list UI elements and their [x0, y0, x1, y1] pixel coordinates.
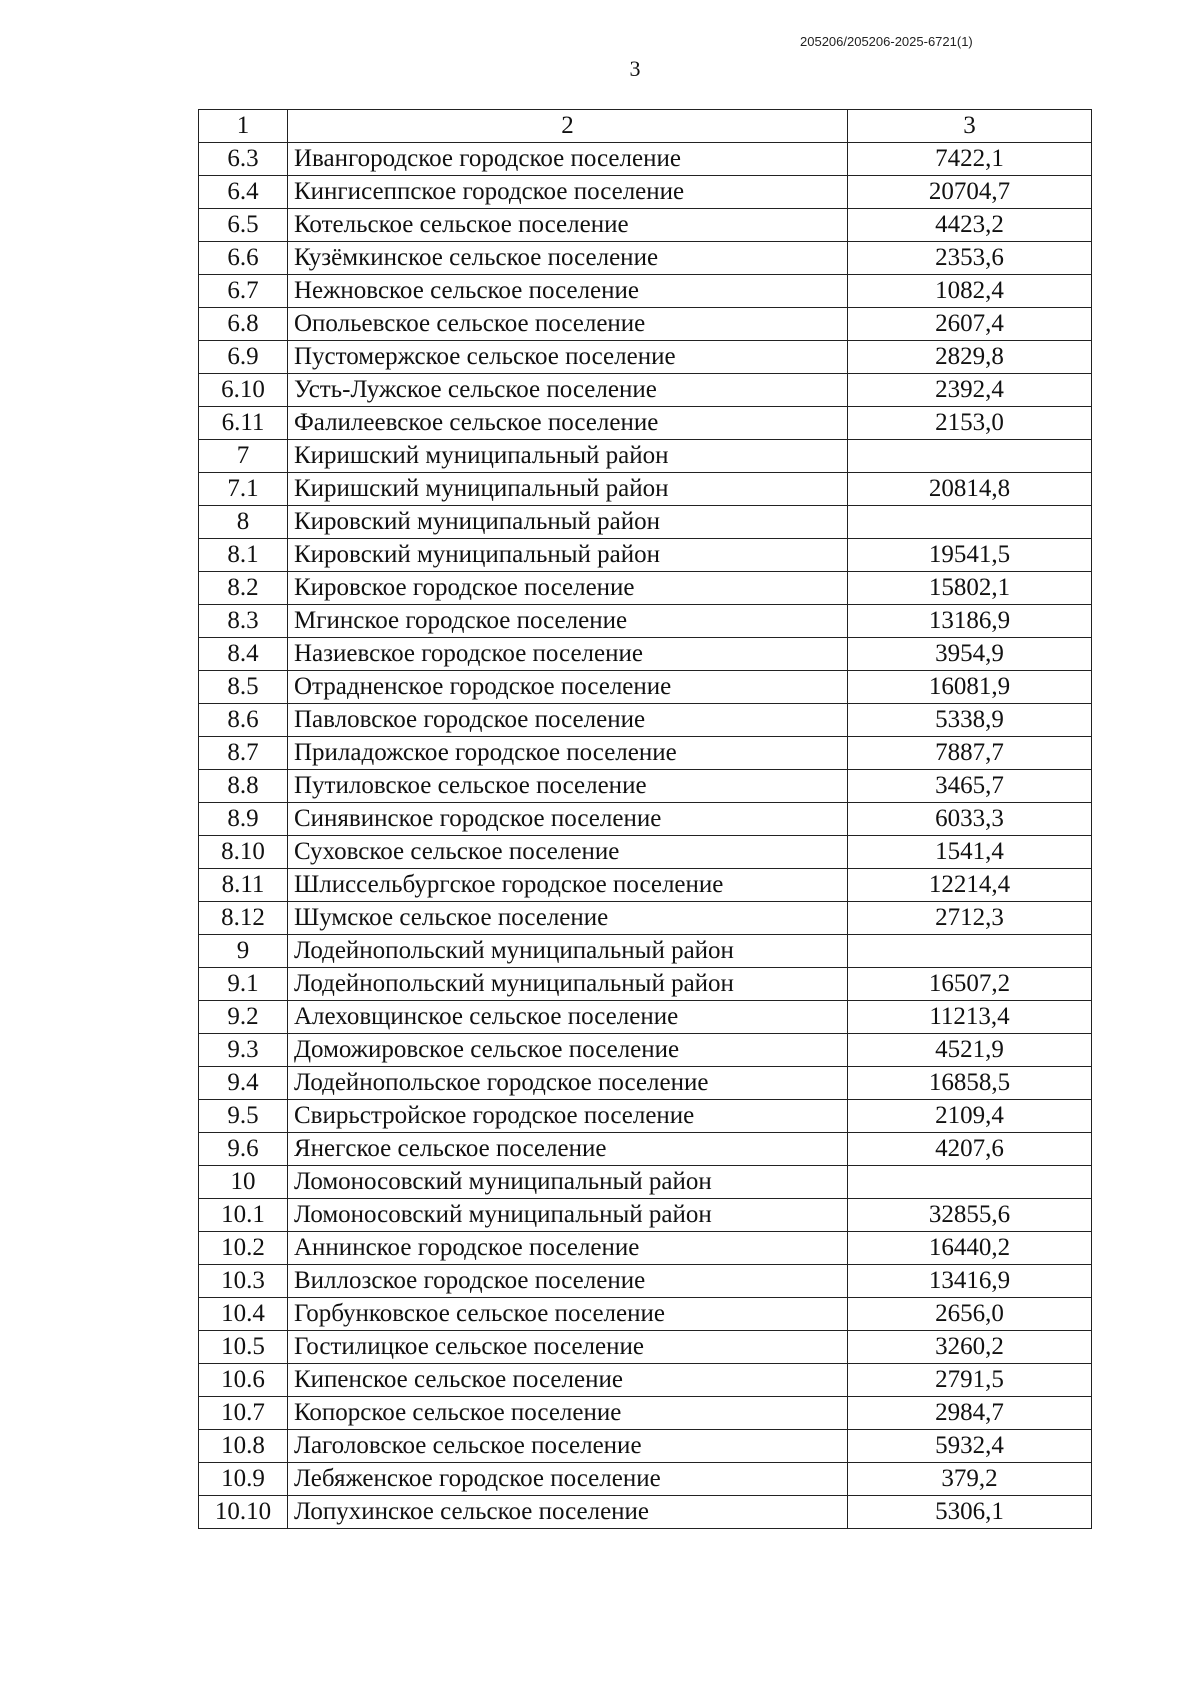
row-number-cell: 8.10 — [199, 836, 288, 869]
amount-cell: 5306,1 — [848, 1496, 1092, 1529]
municipality-name-cell: Ломоносовский муниципальный район — [288, 1199, 848, 1232]
row-number-cell: 6.8 — [199, 308, 288, 341]
allocation-table — [198, 109, 1092, 1529]
municipality-name-cell: Кингисеппское городское поселение — [288, 176, 848, 209]
table-row — [199, 341, 1092, 374]
amount-cell: 12214,4 — [848, 869, 1092, 902]
row-number-cell: 9.6 — [199, 1133, 288, 1166]
amount-cell: 3465,7 — [848, 770, 1092, 803]
amount-cell: 16081,9 — [848, 671, 1092, 704]
row-number-cell: 9.5 — [199, 1100, 288, 1133]
municipality-name-cell: Нежновское сельское поселение — [288, 275, 848, 308]
municipality-name-cell: Лодейнопольский муниципальный район — [288, 968, 848, 1001]
municipality-name-cell: Доможировское сельское поселение — [288, 1034, 848, 1067]
table-row — [199, 605, 1092, 638]
column-header-3: 3 — [848, 110, 1092, 143]
amount-cell: 11213,4 — [848, 1001, 1092, 1034]
municipality-name-cell: Мгинское городское поселение — [288, 605, 848, 638]
column-header-1: 1 — [199, 110, 288, 143]
table-row — [199, 473, 1092, 506]
table-row — [199, 1199, 1092, 1232]
amount-cell: 2607,4 — [848, 308, 1092, 341]
row-number-cell: 6.4 — [199, 176, 288, 209]
table-row — [199, 275, 1092, 308]
table-row — [199, 1001, 1092, 1034]
table-row — [199, 803, 1092, 836]
municipality-name-cell: Кипенское сельское поселение — [288, 1364, 848, 1397]
table-row — [199, 308, 1092, 341]
amount-cell: 2656,0 — [848, 1298, 1092, 1331]
row-number-cell: 7 — [199, 440, 288, 473]
row-number-cell: 8.8 — [199, 770, 288, 803]
row-number-cell: 10.9 — [199, 1463, 288, 1496]
table-row — [199, 770, 1092, 803]
row-number-cell: 6.6 — [199, 242, 288, 275]
table-row — [199, 1496, 1092, 1529]
page-number: 3 — [629, 56, 641, 81]
municipality-name-cell: Янегское сельское поселение — [288, 1133, 848, 1166]
row-number-cell: 10.8 — [199, 1430, 288, 1463]
table-row — [199, 572, 1092, 605]
amount-cell: 32855,6 — [848, 1199, 1092, 1232]
amount-cell: 3260,2 — [848, 1331, 1092, 1364]
row-number-cell: 9.3 — [199, 1034, 288, 1067]
table-row — [199, 209, 1092, 242]
row-number-cell: 8.7 — [199, 737, 288, 770]
row-number-cell: 6.3 — [199, 143, 288, 176]
table-row — [199, 374, 1092, 407]
table-row — [199, 1133, 1092, 1166]
amount-cell: 5338,9 — [848, 704, 1092, 737]
municipality-name-cell: Кировский муниципальный район — [288, 539, 848, 572]
amount-cell: 16507,2 — [848, 968, 1092, 1001]
amount-cell: 5932,4 — [848, 1430, 1092, 1463]
table-row — [199, 836, 1092, 869]
table-row — [199, 407, 1092, 440]
row-number-cell: 8.5 — [199, 671, 288, 704]
table-row — [199, 1463, 1092, 1496]
row-number-cell: 10.10 — [199, 1496, 288, 1529]
row-number-cell: 7.1 — [199, 473, 288, 506]
table-header-row — [199, 110, 1092, 143]
table-row — [199, 1331, 1092, 1364]
municipality-name-cell: Виллозское городское поселение — [288, 1265, 848, 1298]
amount-cell: 7422,1 — [848, 143, 1092, 176]
municipality-name-cell: Лопухинское сельское поселение — [288, 1496, 848, 1529]
municipality-name-cell: Алеховщинское сельское поселение — [288, 1001, 848, 1034]
table-row — [199, 869, 1092, 902]
municipality-name-cell: Фалилеевское сельское поселение — [288, 407, 848, 440]
document-id: 205206/205206-2025-6721(1) — [800, 34, 973, 49]
table-row — [199, 143, 1092, 176]
row-number-cell: 10.3 — [199, 1265, 288, 1298]
table-row — [199, 1034, 1092, 1067]
municipality-name-cell: Суховское сельское поселение — [288, 836, 848, 869]
table-row — [199, 1397, 1092, 1430]
row-number-cell: 10 — [199, 1166, 288, 1199]
table-row — [199, 704, 1092, 737]
amount-cell: 13186,9 — [848, 605, 1092, 638]
table-row — [199, 1364, 1092, 1397]
column-header-2: 2 — [288, 110, 848, 143]
municipality-name-cell: Лебяженское городское поселение — [288, 1463, 848, 1496]
amount-cell: 3954,9 — [848, 638, 1092, 671]
row-number-cell: 8.9 — [199, 803, 288, 836]
municipality-name-cell: Гостилицкое сельское поселение — [288, 1331, 848, 1364]
table-row — [199, 1430, 1092, 1463]
table-row — [199, 1298, 1092, 1331]
row-number-cell: 10.7 — [199, 1397, 288, 1430]
municipality-name-cell: Аннинское городское поселение — [288, 1232, 848, 1265]
row-number-cell: 9.4 — [199, 1067, 288, 1100]
amount-cell: 16858,5 — [848, 1067, 1092, 1100]
municipality-name-cell: Лодейнопольский муниципальный район — [288, 935, 848, 968]
amount-cell: 2712,3 — [848, 902, 1092, 935]
table-row — [199, 242, 1092, 275]
amount-cell — [848, 935, 1092, 968]
municipality-name-cell: Путиловское сельское поселение — [288, 770, 848, 803]
municipality-name-cell: Кировское городское поселение — [288, 572, 848, 605]
amount-cell: 2392,4 — [848, 374, 1092, 407]
row-number-cell: 8.4 — [199, 638, 288, 671]
amount-cell: 379,2 — [848, 1463, 1092, 1496]
municipality-name-cell: Усть-Лужское сельское поселение — [288, 374, 848, 407]
amount-cell: 4423,2 — [848, 209, 1092, 242]
municipality-name-cell: Лаголовское сельское поселение — [288, 1430, 848, 1463]
table-row — [199, 671, 1092, 704]
table-row — [199, 1067, 1092, 1100]
municipality-name-cell: Ивангородское городское поселение — [288, 143, 848, 176]
row-number-cell: 6.11 — [199, 407, 288, 440]
municipality-name-cell: Шумское сельское поселение — [288, 902, 848, 935]
table-row — [199, 1166, 1092, 1199]
municipality-name-cell: Синявинское городское поселение — [288, 803, 848, 836]
amount-cell: 2109,4 — [848, 1100, 1092, 1133]
table-row — [199, 1100, 1092, 1133]
row-number-cell: 8 — [199, 506, 288, 539]
municipality-name-cell: Киришский муниципальный район — [288, 440, 848, 473]
row-number-cell: 9 — [199, 935, 288, 968]
table-row — [199, 1232, 1092, 1265]
table-row — [199, 935, 1092, 968]
row-number-cell: 10.5 — [199, 1331, 288, 1364]
amount-cell: 2353,6 — [848, 242, 1092, 275]
table-row — [199, 176, 1092, 209]
municipality-name-cell: Опольевское сельское поселение — [288, 308, 848, 341]
row-number-cell: 9.2 — [199, 1001, 288, 1034]
table-row — [199, 1265, 1092, 1298]
row-number-cell: 6.9 — [199, 341, 288, 374]
amount-cell: 1082,4 — [848, 275, 1092, 308]
municipality-name-cell: Копорское сельское поселение — [288, 1397, 848, 1430]
row-number-cell: 6.7 — [199, 275, 288, 308]
amount-cell: 7887,7 — [848, 737, 1092, 770]
amount-cell: 2153,0 — [848, 407, 1092, 440]
municipality-name-cell: Приладожское городское поселение — [288, 737, 848, 770]
table-row — [199, 638, 1092, 671]
municipality-name-cell: Ломоносовский муниципальный район — [288, 1166, 848, 1199]
row-number-cell: 6.10 — [199, 374, 288, 407]
municipality-name-cell: Котельское сельское поселение — [288, 209, 848, 242]
amount-cell: 6033,3 — [848, 803, 1092, 836]
municipality-name-cell: Кировский муниципальный район — [288, 506, 848, 539]
amount-cell: 2984,7 — [848, 1397, 1092, 1430]
amount-cell: 2791,5 — [848, 1364, 1092, 1397]
row-number-cell: 8.11 — [199, 869, 288, 902]
municipality-name-cell: Свирьстройское городское поселение — [288, 1100, 848, 1133]
amount-cell — [848, 506, 1092, 539]
municipality-name-cell: Шлиссельбургское городское поселение — [288, 869, 848, 902]
amount-cell: 4207,6 — [848, 1133, 1092, 1166]
municipality-name-cell: Павловское городское поселение — [288, 704, 848, 737]
row-number-cell: 8.12 — [199, 902, 288, 935]
table-body — [199, 110, 1092, 1529]
row-number-cell: 8.2 — [199, 572, 288, 605]
municipality-name-cell: Кузёмкинское сельское поселение — [288, 242, 848, 275]
amount-cell: 4521,9 — [848, 1034, 1092, 1067]
table-row — [199, 440, 1092, 473]
table-row — [199, 539, 1092, 572]
row-number-cell: 8.1 — [199, 539, 288, 572]
table-row — [199, 902, 1092, 935]
amount-cell: 20814,8 — [848, 473, 1092, 506]
row-number-cell: 10.2 — [199, 1232, 288, 1265]
table-row — [199, 968, 1092, 1001]
table-row — [199, 737, 1092, 770]
row-number-cell: 8.3 — [199, 605, 288, 638]
amount-cell — [848, 440, 1092, 473]
amount-cell: 19541,5 — [848, 539, 1092, 572]
amount-cell — [848, 1166, 1092, 1199]
row-number-cell: 8.6 — [199, 704, 288, 737]
municipality-name-cell: Пустомержское сельское поселение — [288, 341, 848, 374]
row-number-cell: 10.1 — [199, 1199, 288, 1232]
municipality-name-cell: Киришский муниципальный район — [288, 473, 848, 506]
amount-cell: 20704,7 — [848, 176, 1092, 209]
amount-cell: 2829,8 — [848, 341, 1092, 374]
table-row — [199, 506, 1092, 539]
municipality-name-cell: Отрадненское городское поселение — [288, 671, 848, 704]
amount-cell: 13416,9 — [848, 1265, 1092, 1298]
municipality-name-cell: Назиевское городское поселение — [288, 638, 848, 671]
row-number-cell: 6.5 — [199, 209, 288, 242]
row-number-cell: 9.1 — [199, 968, 288, 1001]
row-number-cell: 10.6 — [199, 1364, 288, 1397]
municipality-name-cell: Горбунковское сельское поселение — [288, 1298, 848, 1331]
amount-cell: 1541,4 — [848, 836, 1092, 869]
amount-cell: 16440,2 — [848, 1232, 1092, 1265]
municipality-name-cell: Лодейнопольское городское поселение — [288, 1067, 848, 1100]
amount-cell: 15802,1 — [848, 572, 1092, 605]
row-number-cell: 10.4 — [199, 1298, 288, 1331]
